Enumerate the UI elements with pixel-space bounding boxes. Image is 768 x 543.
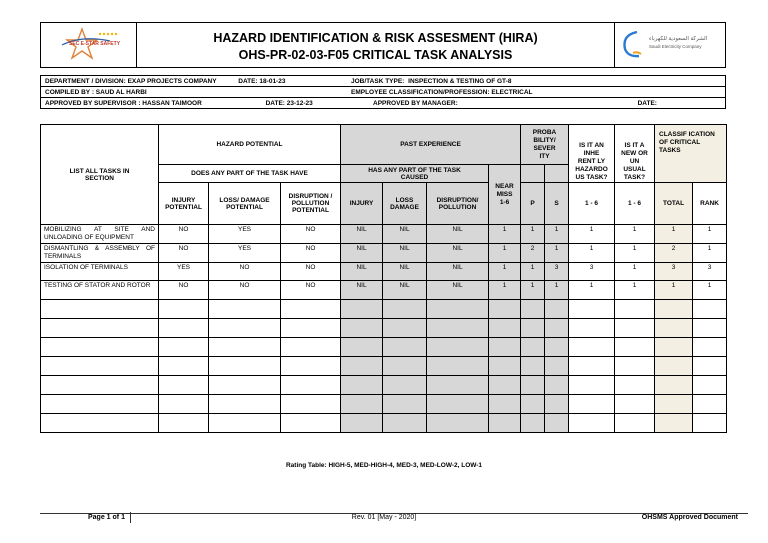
disruption-cell: NIL: [427, 225, 489, 244]
empty-row: [41, 414, 727, 433]
total-cell: 1: [655, 225, 693, 244]
p-cell: 1: [521, 263, 545, 281]
document-title: HAZARD IDENTIFICATION & RISK ASSESMENT (HIRA): [213, 31, 538, 45]
loss-cell: NIL: [383, 263, 427, 281]
disruption-cell: NIL: [427, 281, 489, 300]
date-3-label: DATE:: [637, 99, 657, 107]
classification-header: CLASSIF ICATION OF CRITICAL TASKS: [655, 125, 727, 183]
disruption-pollution-header: DISRUPTION/ POLLUTION: [427, 183, 489, 225]
new-cell: 1: [615, 225, 655, 244]
injury-cell: NIL: [341, 225, 383, 244]
new-cell: 1: [615, 263, 655, 281]
left-logo-text: SEC E-STAR SAFETY: [69, 41, 121, 47]
loss-potential-cell: NO: [209, 263, 281, 281]
disruption-potential-cell: NO: [281, 244, 341, 263]
new-unusual-header: IS IT A NEW OR UN USUAL TASK?: [615, 125, 655, 183]
new-range: 1 - 6: [615, 183, 655, 225]
new-cell: 1: [615, 244, 655, 263]
total-cell: 2: [655, 244, 693, 263]
disruption-potential-cell: NO: [281, 281, 341, 300]
list-all-tasks-header: LIST ALL TASKS IN SECTION: [41, 125, 159, 225]
loss-potential-cell: NO: [209, 281, 281, 300]
p-cell: 1: [521, 281, 545, 300]
inherent-cell: 1: [569, 225, 615, 244]
table-row: [41, 225, 727, 244]
has-any-part-header: HAS ANY PART OF THE TASK CAUSED: [341, 165, 489, 183]
near-miss-cell: 1: [489, 281, 521, 300]
loss-cell: NIL: [383, 225, 427, 244]
loss-damage-potential-header: LOSS/ DAMAGE POTENTIAL: [209, 183, 281, 225]
info-row-2: [41, 87, 726, 98]
s-cell: 1: [545, 244, 569, 263]
table-row: [41, 281, 727, 300]
empty-row: [41, 300, 727, 319]
injury-cell: NIL: [341, 281, 383, 300]
title-cell: [137, 23, 615, 68]
document-header: [40, 22, 726, 68]
injury-cell: NIL: [341, 244, 383, 263]
injury-potential-header: INJURY POTENTIAL: [159, 183, 209, 225]
disruption-potential-cell: NO: [281, 263, 341, 281]
task-cell: MOBILIZING AT SITE AND UNLOADING OF EQUIPMENT: [41, 225, 159, 244]
injury-potential-cell: NO: [159, 244, 209, 263]
s-cell: 1: [545, 225, 569, 244]
empty-row: [41, 319, 727, 338]
footer-revision: Rev. 01 [May - 2020]: [351, 514, 417, 521]
near-miss-cell: 1: [489, 225, 521, 244]
p-cell: 2: [521, 244, 545, 263]
rank-cell: 3: [693, 263, 727, 281]
disruption-potential-cell: NO: [281, 225, 341, 244]
disruption-cell: NIL: [427, 244, 489, 263]
task-cell: TESTING OF STATOR AND ROTOR: [41, 281, 159, 300]
approved-manager-label: APPROVED BY MANAGER:: [373, 99, 458, 107]
hazard-potential-header: HAZARD POTENTIAL: [159, 125, 341, 165]
empty-row: [41, 338, 727, 357]
total-cell: 3: [655, 263, 693, 281]
task-cell: ISOLATION OF TERMINALS: [41, 263, 159, 281]
right-logo-english: Saudi Electricity Company: [649, 44, 702, 49]
total-header: TOTAL: [655, 183, 693, 225]
injury-potential-cell: NO: [159, 281, 209, 300]
employee-classification: EMPLOYEE CLASSIFICATION/PROFESSION: ELECTRICAL: [351, 88, 533, 96]
footer-document-status: OHSMS Approved Document: [641, 514, 738, 521]
empty-row: [41, 376, 727, 395]
rating-table-note: Rating Table: HIGH-5, MED-HIGH-4, MED-3, MED-LOW-2, LOW-1: [285, 462, 483, 469]
approved-supervisor-label: APPROVED BY SUPERVISOR :: [45, 99, 141, 107]
inherent-range: 1 - 6: [569, 183, 615, 225]
s-cell: 1: [545, 281, 569, 300]
new-cell: 1: [615, 281, 655, 300]
empty-row: [41, 395, 727, 414]
loss-cell: NIL: [383, 281, 427, 300]
disruption-potential-header: DISRUPTION / POLLUTION POTENTIAL: [281, 183, 341, 225]
rank-cell: 1: [693, 281, 727, 300]
past-experience-header: PAST EXPERIENCE: [341, 125, 521, 165]
s-cell: 3: [545, 263, 569, 281]
info-row-3: [41, 98, 726, 109]
inherent-cell: 3: [569, 263, 615, 281]
total-cell: 1: [655, 281, 693, 300]
injury-header: INJURY: [341, 183, 383, 225]
jobtask-label: JOB/TASK TYPE:: [351, 77, 405, 85]
injury-potential-cell: YES: [159, 263, 209, 281]
date-label: DATE: 18-01-23: [238, 77, 286, 85]
probability-severity-header: PROBA BILITY/ SEVER ITY: [521, 125, 569, 165]
info-block: [40, 75, 726, 109]
loss-potential-cell: YES: [209, 244, 281, 263]
near-miss-cell: 1: [489, 263, 521, 281]
right-logo-arabic: الشركة السعودية للكهرباء: [649, 36, 708, 42]
rank-header: RANK: [693, 183, 727, 225]
p-header: P: [521, 183, 545, 225]
loss-potential-cell: YES: [209, 225, 281, 244]
near-miss-cell: 1: [489, 244, 521, 263]
footer-page-number: Page 1 of 1: [88, 514, 125, 521]
loss-damage-header: LOSS DAMAGE: [383, 183, 427, 225]
sec-estar-logo-cell: [41, 23, 137, 68]
saudi-electricity-logo-icon: [619, 29, 645, 59]
table-row: [41, 263, 727, 281]
p-cell: 1: [521, 225, 545, 244]
sec-logo-cell: [615, 23, 726, 68]
document-subtitle: OHS-PR-02-03-F05 CRITICAL TASK ANALYSIS: [238, 48, 513, 62]
does-any-part-header: DOES ANY PART OF THE TASK HAVE: [159, 165, 341, 183]
jobtask-value: INSPECTION & TESTING OF GT-8: [408, 77, 512, 85]
s-header: S: [545, 183, 569, 225]
inherent-cell: 1: [569, 244, 615, 263]
critical-task-table: [40, 124, 727, 433]
injury-cell: NIL: [341, 263, 383, 281]
task-cell: DISMANTLING & ASSEMBLY OF TERMINALS: [41, 244, 159, 263]
table-row: [41, 244, 727, 263]
approved-supervisor-value: HASSAN TAIMOOR: [142, 99, 202, 107]
near-miss-header: NEAR MISS 1-6: [489, 165, 521, 225]
date-2-label: DATE: 23-12-23: [265, 99, 313, 107]
empty-row: [41, 357, 727, 376]
rank-cell: 1: [693, 244, 727, 263]
compiled-by: COMPILED BY : SAUD AL HARBI: [45, 88, 147, 96]
rank-cell: 1: [693, 225, 727, 244]
injury-potential-cell: NO: [159, 225, 209, 244]
loss-cell: NIL: [383, 244, 427, 263]
department-label: DEPARTMENT / DIVISION: EXAP PROJECTS COMPANY: [45, 77, 217, 85]
disruption-cell: NIL: [427, 263, 489, 281]
inherent-cell: 1: [569, 281, 615, 300]
inherent-hazard-header: IS IT AN INHE RENT LY HAZARDO US TASK?: [569, 125, 615, 183]
info-row-1: [41, 76, 726, 87]
